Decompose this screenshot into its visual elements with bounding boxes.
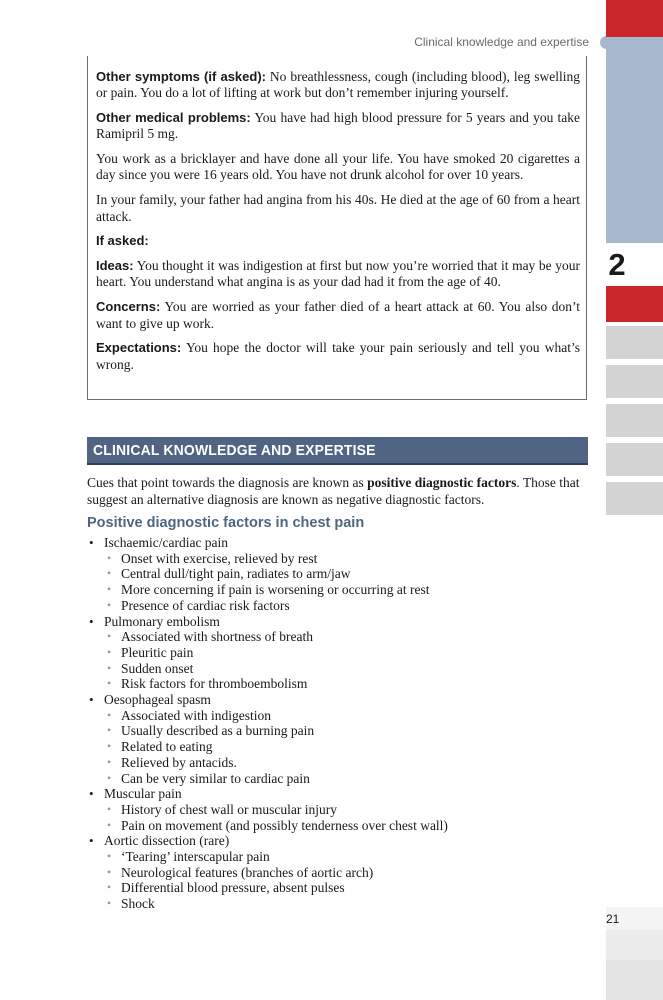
factor-sub-item [104,676,587,692]
sub-bullet-icon: • [107,582,112,597]
family-history-paragraph: In your family, your father had angina from his 40s. He died at the age of 60 from a heart attack. [96,192,580,224]
sub-bullet-icon: • [107,723,112,738]
section-banner [87,437,588,465]
social-history-paragraph: You work as a bricklayer and have done all your life. You have smoked 20 cigarettes a day since you were 16 years old. You have not drunk alcohol for over 10 years. [96,151,580,183]
sub-bullet-icon: • [107,817,112,832]
intro-bold-term: positive diagnostic factors [367,475,517,490]
factor-item [87,614,587,693]
factor-sub-text: Can be very similar to cardiac pain [121,770,310,786]
bullet-icon: • [89,535,94,550]
thumb-tab-grey-1 [606,326,663,359]
thumb-tab-red-top [606,0,663,37]
thumb-tab-red-current [606,286,663,322]
sub-bullet-icon: • [107,864,112,879]
concerns-text: You are worried as your father died of a heart attack at 60. You also don’t want to give up work. [96,299,580,331]
sub-bullet-icon: • [107,770,112,785]
factor-sub-text: ‘Tearing’ interscapular pain [121,849,270,865]
factor-sub-list [104,849,587,912]
bullet-icon: • [89,786,94,802]
factor-name: Pulmonary embolism [104,613,220,629]
thumb-tab-blue [606,37,663,243]
expectations-paragraph [96,340,580,373]
factor-sub-list [104,551,587,614]
thumb-tab-grey-2 [606,365,663,398]
sub-bullet-icon: • [107,754,112,769]
factor-sub-text: Associated with shortness of breath [121,629,313,645]
sub-bullet-icon: • [107,550,112,565]
factor-name: Muscular pain [104,786,182,802]
scenario-content [96,69,580,381]
other-symptoms-paragraph [96,69,580,102]
running-header: Clinical knowledge and expertise [414,35,589,49]
factor-sub-text: Related to eating [121,739,213,755]
factor-sub-item [104,755,587,771]
factor-sub-list [104,629,587,692]
sub-bullet-icon: • [107,644,112,659]
factor-name: Aortic dissection (rare) [104,833,230,849]
factor-sub-item [104,880,587,896]
factor-sub-item [104,645,587,661]
factor-name: Oesophageal spasm [104,692,211,708]
factor-item [87,833,587,912]
thumb-tab-grey-4 [606,443,663,476]
expectations-label: Expectations: [96,340,182,356]
chapter-number: 2 [608,247,626,282]
factor-sub-item [104,818,587,834]
factor-name: Ischaemic/cardiac pain [104,535,229,550]
factor-sub-text: Pain on movement (and possibly tenderness over chest wall) [121,817,448,833]
factor-sub-text: Onset with exercise, relieved by rest [121,550,318,566]
section-title: CLINICAL KNOWLEDGE AND EXPERTISE [93,442,376,459]
factor-sub-item [104,802,587,818]
sub-bullet-icon: • [107,896,112,911]
factor-sub-text: Presence of cardiac risk factors [121,597,290,613]
factor-sub-list [104,802,587,833]
thumb-index-strip [606,0,663,1000]
factor-sub-item [104,723,587,739]
factor-sub-item [104,896,587,912]
intro-text-after: . Those that suggest an alternative diagnosis are known as negative diagnostic factors. [87,475,580,507]
factor-sub-item [104,865,587,881]
sub-bullet-icon: • [107,566,112,581]
factor-sub-text: Pleuritic pain [121,644,194,660]
factor-sub-text: Central dull/tight pain, radiates to arm/jaw [121,566,351,582]
intro-text-before: Cues that point towards the diagnosis are known as [87,475,368,490]
factor-sub-item [104,598,587,614]
ideas-paragraph [96,258,580,291]
thumb-tab-light-2 [606,930,663,960]
if-asked-heading [96,233,580,249]
page-number: 21 [606,912,620,926]
bullet-icon: • [89,692,94,708]
sub-bullet-icon: • [107,739,112,754]
bullet-icon: • [89,613,94,629]
factor-sub-item [104,582,587,598]
factor-sub-item [104,629,587,645]
diagnostic-factors-list [87,535,587,912]
if-asked-label: If asked: [96,233,149,249]
factor-sub-text: Risk factors for thromboembolism [121,676,308,692]
concerns-paragraph [96,299,580,332]
factor-sub-item [104,708,587,724]
thumb-tab-grey-5 [606,482,663,515]
bullet-icon: • [89,833,94,849]
intro-paragraph [87,475,589,508]
sub-bullet-icon: • [107,849,112,864]
sub-bullet-icon: • [107,880,112,895]
ideas-text: You thought it was indigestion at first but now you’re worried that it may be your heart. You understand what angina is as your dad had it from the age of 40. [96,258,580,290]
factor-item [87,692,587,786]
other-medical-paragraph [96,110,580,143]
factor-sub-text: More concerning if pain is worsening or occurring at rest [121,582,430,598]
other-medical-text: You have had high blood pressure for 5 years and you take Ramipril 5 mg. [96,110,580,142]
factor-sub-text: Neurological features (branches of aortic arch) [121,864,374,880]
ideas-label: Ideas: [96,258,134,274]
other-symptoms-text: No breathlessness, cough (including blood), leg swelling or pain. You do a lot of lifting at work but don’t remember injuring yourself. [96,69,580,101]
factor-sub-item [104,551,587,567]
sub-bullet-icon: • [107,676,112,691]
factor-sub-item [104,661,587,677]
sub-bullet-icon: • [107,597,112,612]
sub-bullet-icon: • [107,660,112,675]
expectations-text: You hope the doctor will take your pain seriously and tell you what’s wrong. [96,340,580,372]
factor-item [87,786,587,833]
subheading: Positive diagnostic factors in chest pain [87,515,365,531]
factor-sub-item [104,566,587,582]
factor-sub-list [104,708,587,787]
factor-sub-item [104,739,587,755]
concerns-label: Concerns: [96,299,161,315]
factor-sub-text: Differential blood pressure, absent pulses [121,880,345,896]
other-medical-label: Other medical problems: [96,110,251,126]
factor-sub-text: Shock [121,896,155,912]
factor-sub-text: Associated with indigestion [121,707,271,723]
other-symptoms-label: Other symptoms (if asked): [96,69,266,84]
factor-sub-text: Usually described as a burning pain [121,723,315,739]
factor-sub-text: Relieved by antacids. [121,754,237,770]
sub-bullet-icon: • [107,707,112,722]
sub-bullet-icon: • [107,629,112,644]
thumb-tab-light-3 [606,960,663,1000]
factor-sub-text: History of chest wall or muscular injury [121,801,337,817]
sub-bullet-icon: • [107,801,112,816]
thumb-tab-grey-3 [606,404,663,437]
factor-item [87,535,587,614]
factor-sub-item [104,771,587,787]
factor-sub-item [104,849,587,865]
factor-sub-text: Sudden onset [121,660,194,676]
